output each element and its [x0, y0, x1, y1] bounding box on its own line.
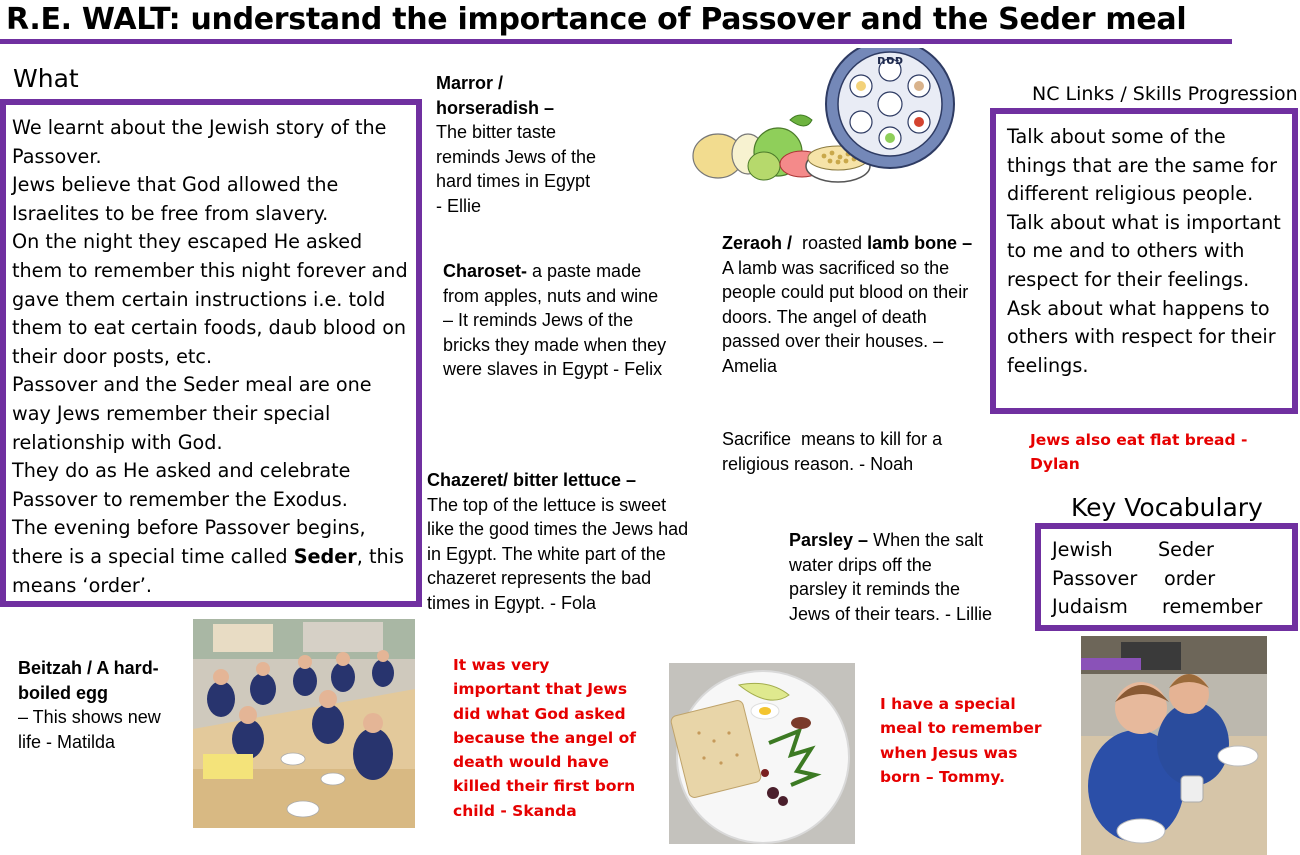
- vocab-column-1: [1052, 536, 1137, 622]
- dylan-note: Jews also eat flat bread - Dylan: [1030, 431, 1248, 473]
- vocab-word: Judaism: [1052, 595, 1128, 619]
- seder-plate-illustration: [690, 48, 970, 188]
- what-paragraph: On the night they escaped He asked them to remember this night forever and gave them certain instructions i.e. told them to eat certain foods, daub blood on their door posts, etc.: [12, 230, 408, 368]
- nc-paragraph: Talk about what is important to me and to others with respect for their feelings.: [1007, 210, 1281, 291]
- what-paragraph-last: The evening before Passover begins, there is a special time called Seder, this means ‘order’.: [12, 516, 404, 597]
- seder-term: Seder: [293, 544, 357, 568]
- pupils-eating-photo: [1081, 636, 1267, 855]
- vocab-word: Jewish: [1052, 538, 1113, 561]
- tommy-note: I have a special meal to remember when Jesus was born – Tommy.: [880, 695, 1042, 786]
- what-heading: What: [13, 64, 79, 93]
- title-underline: [0, 39, 1232, 44]
- zeraoh-note: Zeraoh / roasted lamb bone – A lamb was sacrificed so the people could put blood on their doors. The angel of death passed over their houses. – Amelia: [722, 233, 973, 376]
- classroom-photo: [193, 619, 415, 828]
- chazeret-note: Chazeret/ bitter lettuce – The top of the lettuce is sweet like the good times the Jews had in Egypt. The white part of the chazeret represents the bad times in Egypt. - Fola: [427, 470, 689, 613]
- seder-plate-title: פסח: [876, 53, 904, 68]
- marror-note: Marror / horseradish – The bitter taste reminds Jews of the hard times in Egypt - Ellie: [436, 73, 597, 216]
- vocab-box: [1035, 523, 1298, 631]
- vocab-word: order: [1164, 566, 1216, 590]
- what-paragraph: Passover and the Seder meal are one way Jews remember their special relationship with God.: [12, 373, 372, 454]
- vocab-word: remember: [1162, 595, 1263, 619]
- what-paragraph: Jews believe that God allowed the Israelites to be free from slavery.: [12, 173, 339, 225]
- vocab-word: Seder: [1158, 538, 1214, 561]
- parsley-note: Parsley – When the salt water drips off the parsley it reminds the Jews of their tears. - Lillie: [789, 530, 993, 624]
- what-paragraph: They do as He asked and celebrate Passover to remember the Exodus.: [12, 459, 351, 511]
- what-paragraph: We learnt about the Jewish story of the Passover.: [12, 116, 387, 168]
- charoset-note: Charoset- a paste made from apples, nuts and wine – It reminds Jews of the bricks they made when they were slaves in Egypt - Felix: [443, 261, 667, 379]
- nc-box: [990, 108, 1298, 414]
- nc-paragraph: Talk about some of the things that are the same for different religious people.: [1007, 125, 1277, 206]
- nc-paragraph: Ask about what happens to others with respect for their feelings.: [1007, 296, 1276, 377]
- page-title: R.E. WALT: understand the importance of Passover and the Seder meal: [6, 2, 1187, 37]
- vocab-column-2: [1158, 536, 1262, 622]
- beitzah-note: Beitzah / A hard-boiled egg – This shows new life - Matilda: [18, 658, 161, 752]
- vocab-word: Passover: [1052, 566, 1138, 590]
- nc-heading: NC Links / Skills Progression: [1032, 83, 1298, 105]
- sacrifice-note: Sacrifice means to kill for a religious reason. - Noah: [722, 429, 948, 474]
- vocab-heading: Key Vocabulary: [1071, 493, 1263, 522]
- what-box: [0, 99, 422, 607]
- skanda-note: It was very important that Jews did what God asked because the angel of death would have killed their first born child - Skanda: [453, 656, 636, 820]
- seder-plate-photo: [669, 663, 855, 844]
